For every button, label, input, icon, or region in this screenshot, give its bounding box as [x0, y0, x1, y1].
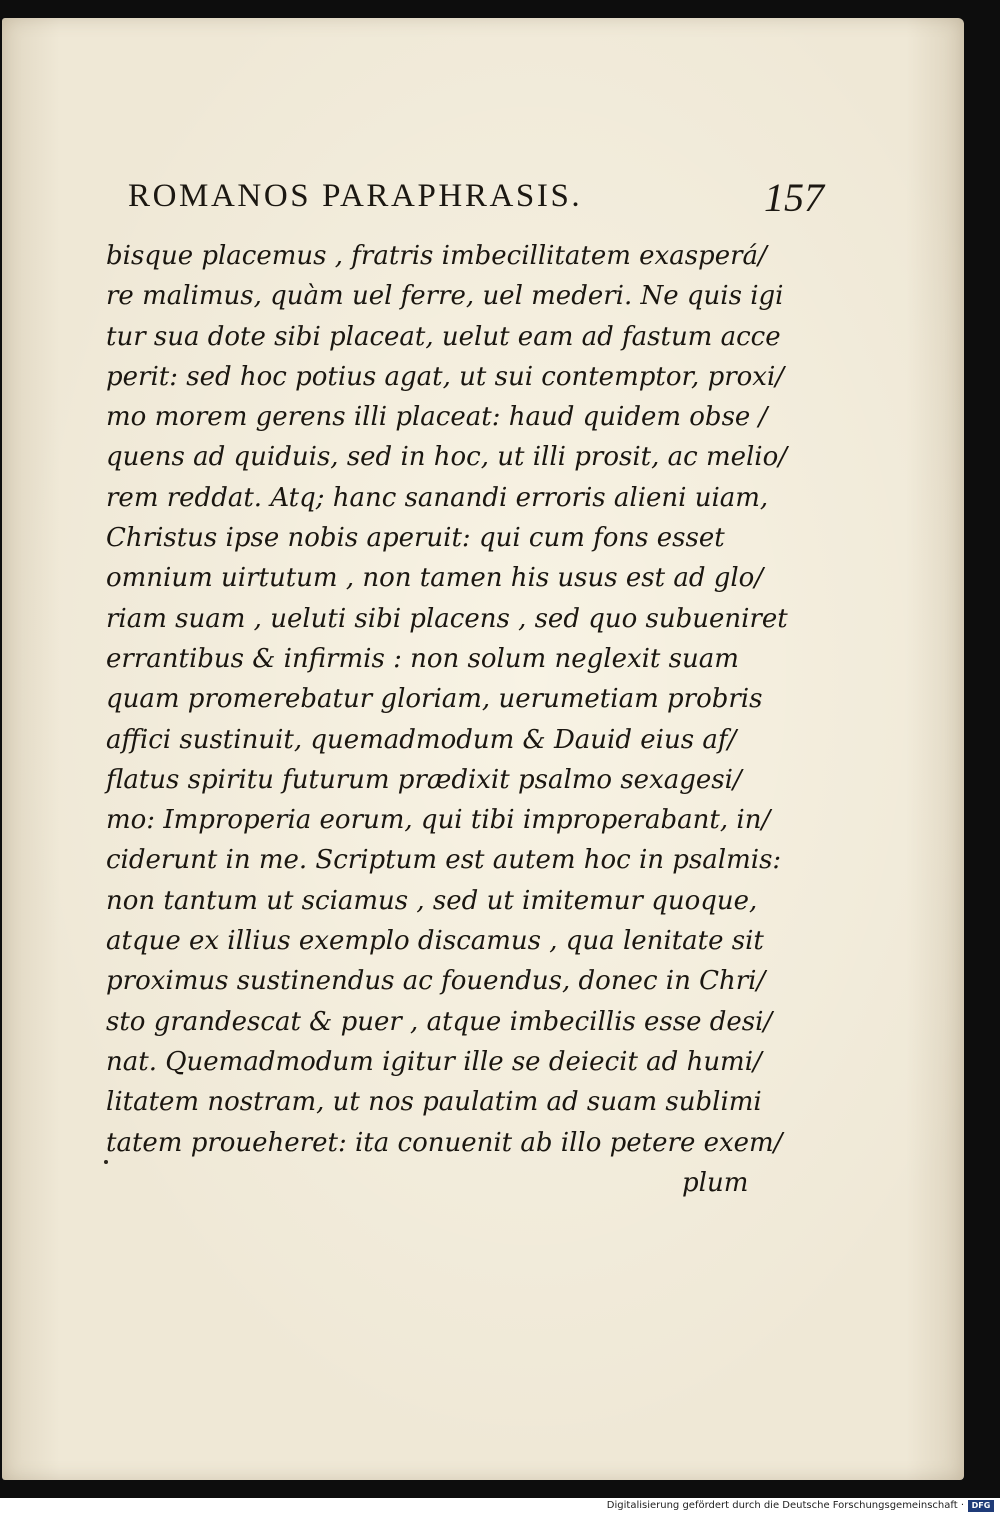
dfg-logo: DFG: [968, 1500, 994, 1512]
text-line: sto grandescat & puer , atque imbecillis esse desi/: [106, 1006, 773, 1037]
text-line: omnium uirtutum , non tamen his usus est ad glo/: [106, 563, 764, 594]
text-line: tatem proueheret: ita conuenit ab illo petere exem/: [106, 1127, 783, 1158]
text-line: proximus sustinendus ac fouendus, donec in Chri/: [106, 966, 766, 997]
text-line: affici sustinuit, quemadmodum & Dauid eius af/: [106, 724, 737, 755]
page-number: 157: [764, 175, 824, 220]
running-head: ROMANOS PARAPHRASIS.: [128, 178, 583, 214]
text-line: non tantum ut sciamus , sed ut imitemur quoque,: [106, 885, 758, 916]
text-line: mo: Improperia eorum, qui tibi improperabant, in/: [106, 805, 771, 836]
text-line: flatus spiritu futurum prædixit psalmo sexagesi/: [106, 764, 742, 795]
text-line: nat. Quemadmodum igitur ille se deiecit ad humi/: [106, 1046, 762, 1077]
text-line: litatem nostram, ut nos paulatim ad suam sublimi: [106, 1087, 762, 1118]
page-header: [128, 175, 848, 228]
text-line: mo morem gerens illi placeat: haud quidem obse /: [106, 402, 768, 433]
text-line: re malimus, quàm uel ferre, uel mederi. Ne quis igi: [106, 281, 784, 312]
digitization-credit: Digitalisierung gefördert durch die Deutsche Forschungsgemeinschaft ·: [606, 1500, 964, 1511]
text-line: errantibus & infirmis : non solum neglexit suam: [106, 643, 739, 674]
text-line: rem reddat. Atq; hanc sanandi erroris alieni uiam,: [106, 482, 769, 513]
text-line: Christus ipse nobis aperuit: qui cum fons esset: [106, 523, 725, 554]
text-line: perit: sed hoc potius agat, ut sui contemptor, proxi/: [106, 361, 785, 392]
text-line: quam promerebatur gloriam, uerumetiam probris: [106, 684, 763, 715]
body-text: [106, 236, 788, 1163]
text-line: tur sua dote sibi placeat, uelut eam ad fastum acce: [106, 321, 781, 352]
text-line: atque ex illius exemplo discamus , qua lenitate sit: [106, 926, 764, 957]
text-line: riam suam , ueluti sibi placens , sed quo subueniret: [106, 603, 788, 634]
text-line: ciderunt in me. Scriptum est autem hoc in psalmis:: [106, 845, 782, 876]
text-line: bisque placemus , fratris imbecillitatem exasperá/: [106, 241, 767, 271]
catchword: plum: [682, 1168, 749, 1198]
ink-speck: [104, 1160, 108, 1164]
text-line: quens ad quiduis, sed in hoc, ut illi prosit, ac melio/: [106, 442, 788, 473]
